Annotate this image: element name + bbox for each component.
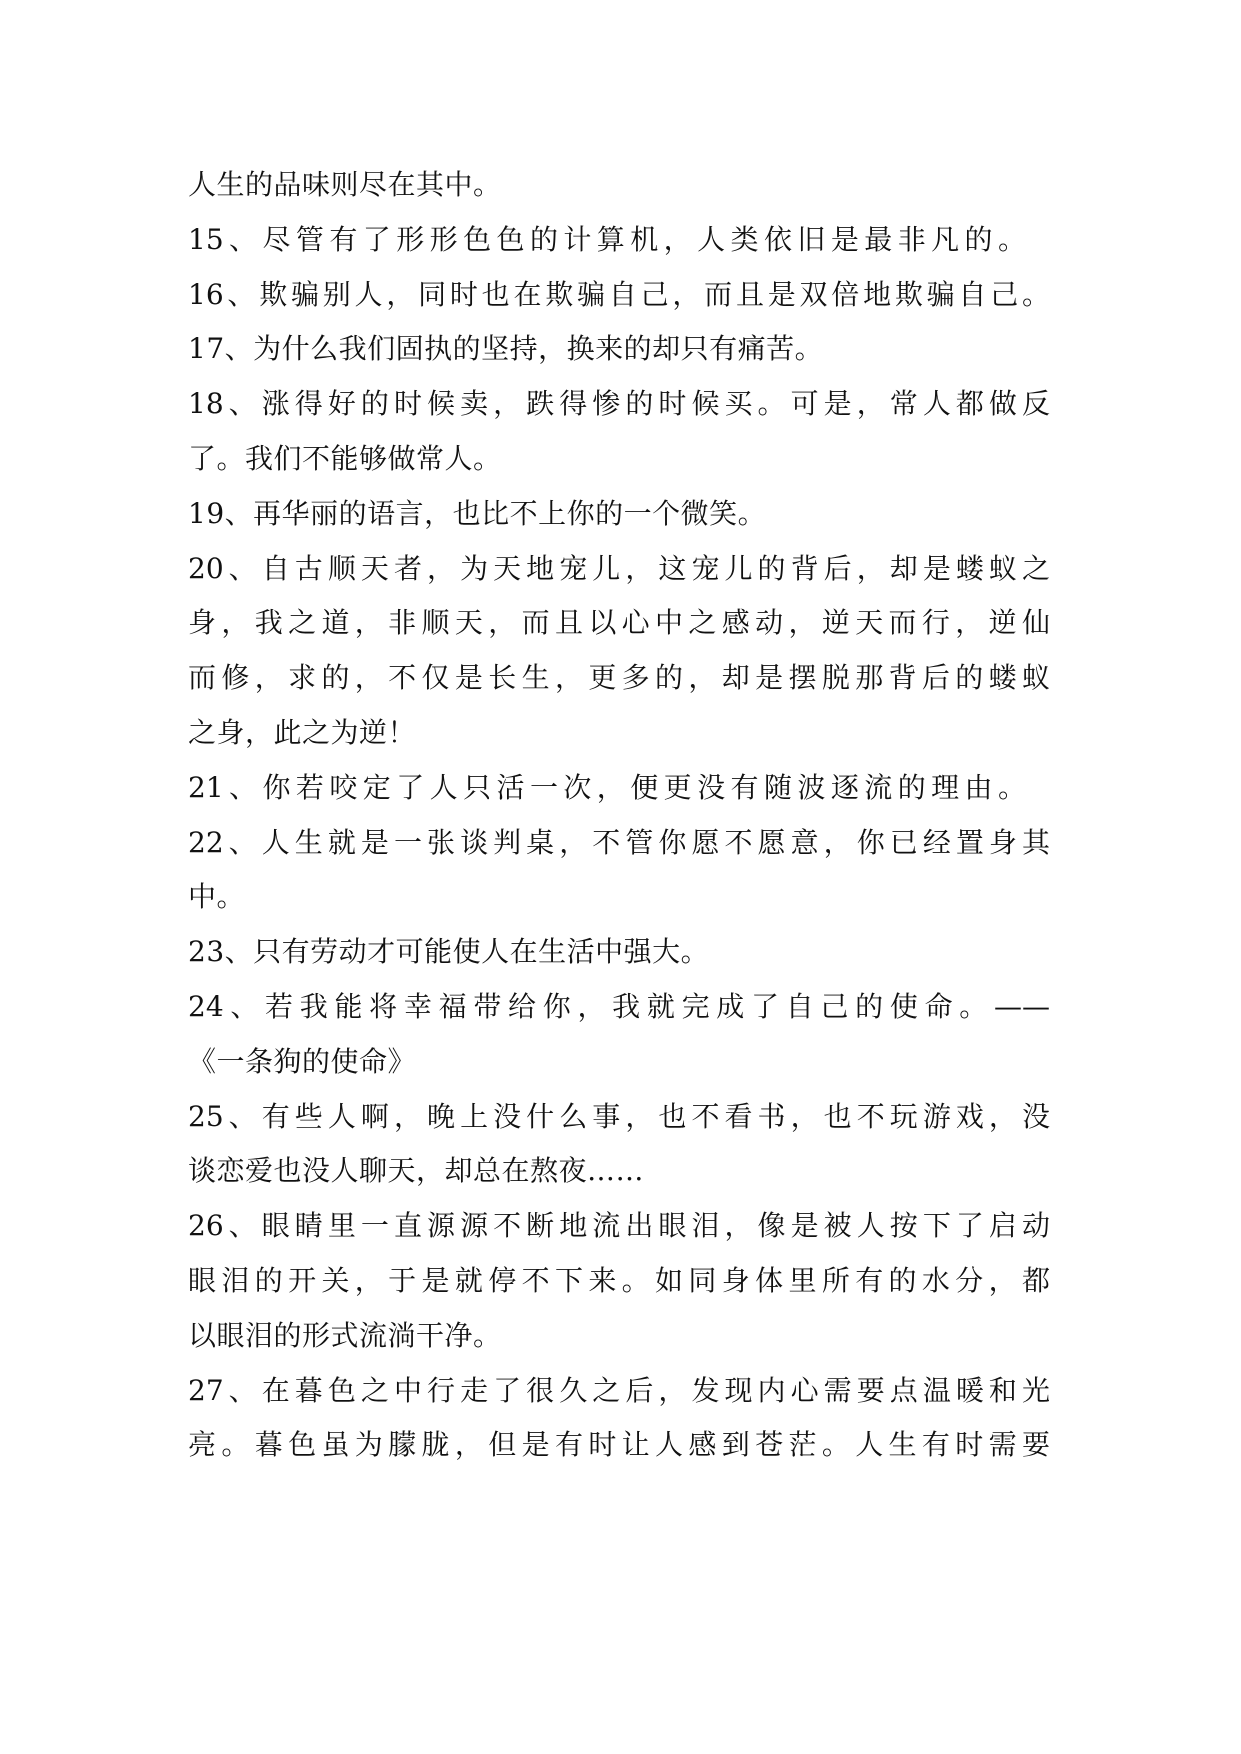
text-line: 15、尽管有了形形色色的计算机，人类依旧是最非凡的。 bbox=[188, 222, 1026, 256]
quote-26 bbox=[188, 1199, 1050, 1363]
text-line: 之身，此之为逆！ bbox=[188, 715, 417, 749]
text-line: 身，我之道，非顺天，而且以心中之感动，逆天而行，逆仙 bbox=[188, 606, 1050, 640]
text-line: 而修，求的，不仅是长生，更多的，却是摆脱那背后的蝼蚁 bbox=[188, 661, 1050, 695]
text-line: 21、你若咬定了人只活一次，便更没有随波逐流的理由。 bbox=[188, 770, 1026, 804]
text-line: 19、再华丽的语言，也比不上你的一个微笑。 bbox=[188, 496, 767, 530]
quote-20 bbox=[188, 542, 1050, 761]
quote-27 bbox=[188, 1364, 1050, 1474]
text-line: 24、若我能将幸福带给你，我就完成了自己的使命。—— bbox=[188, 989, 1050, 1023]
body-text bbox=[188, 158, 1050, 1473]
quote-21 bbox=[188, 761, 1050, 816]
text-line: 以眼泪的形式流淌干净。 bbox=[188, 1318, 502, 1352]
text-line: 17、为什么我们固执的坚持，换来的却只有痛苦。 bbox=[188, 332, 824, 366]
text-line: 眼泪的开关，于是就停不下来。如同身体里所有的水分，都 bbox=[188, 1263, 1050, 1297]
quote-15 bbox=[188, 213, 1050, 268]
text-line: 23、只有劳动才可能使人在生活中强大。 bbox=[188, 935, 710, 969]
text-line: 人生的品味则尽在其中。 bbox=[188, 168, 502, 201]
text-line: 谈恋爱也没人聊天，却总在熬夜…… bbox=[188, 1154, 645, 1188]
text-line: 27、在暮色之中行走了很久之后，发现内心需要点温暖和光 bbox=[188, 1373, 1050, 1407]
quote-16 bbox=[188, 268, 1050, 323]
quote-25 bbox=[188, 1090, 1050, 1200]
quote-14-continued bbox=[188, 158, 1050, 213]
quote-23 bbox=[188, 925, 1050, 980]
text-line: 中。 bbox=[188, 880, 246, 914]
quote-17 bbox=[188, 322, 1050, 377]
text-line: 了。我们不能够做常人。 bbox=[188, 441, 502, 475]
quote-18 bbox=[188, 377, 1050, 487]
quote-24 bbox=[188, 980, 1050, 1090]
text-line: 22、人生就是一张谈判桌，不管你愿不愿意，你已经置身其 bbox=[188, 825, 1050, 859]
text-line: 20、自古顺天者，为天地宠儿，这宠儿的背后，却是蝼蚁之 bbox=[188, 551, 1050, 585]
text-line: 25、有些人啊，晚上没什么事，也不看书，也不玩游戏，没 bbox=[188, 1099, 1050, 1133]
text-line: 《一条狗的使命》 bbox=[188, 1044, 417, 1078]
quote-22 bbox=[188, 816, 1050, 926]
text-line: 亮。暮色虽为朦胧，但是有时让人感到苍茫。人生有时需要 bbox=[188, 1428, 1050, 1462]
text-line: 16、欺骗别人，同时也在欺骗自己，而且是双倍地欺骗自己。 bbox=[188, 277, 1050, 311]
text-line: 18、涨得好的时候卖，跌得惨的时候买。可是，常人都做反 bbox=[188, 387, 1050, 421]
text-line: 26、眼睛里一直源源不断地流出眼泪，像是被人按下了启动 bbox=[188, 1209, 1050, 1243]
quote-19 bbox=[188, 487, 1050, 542]
